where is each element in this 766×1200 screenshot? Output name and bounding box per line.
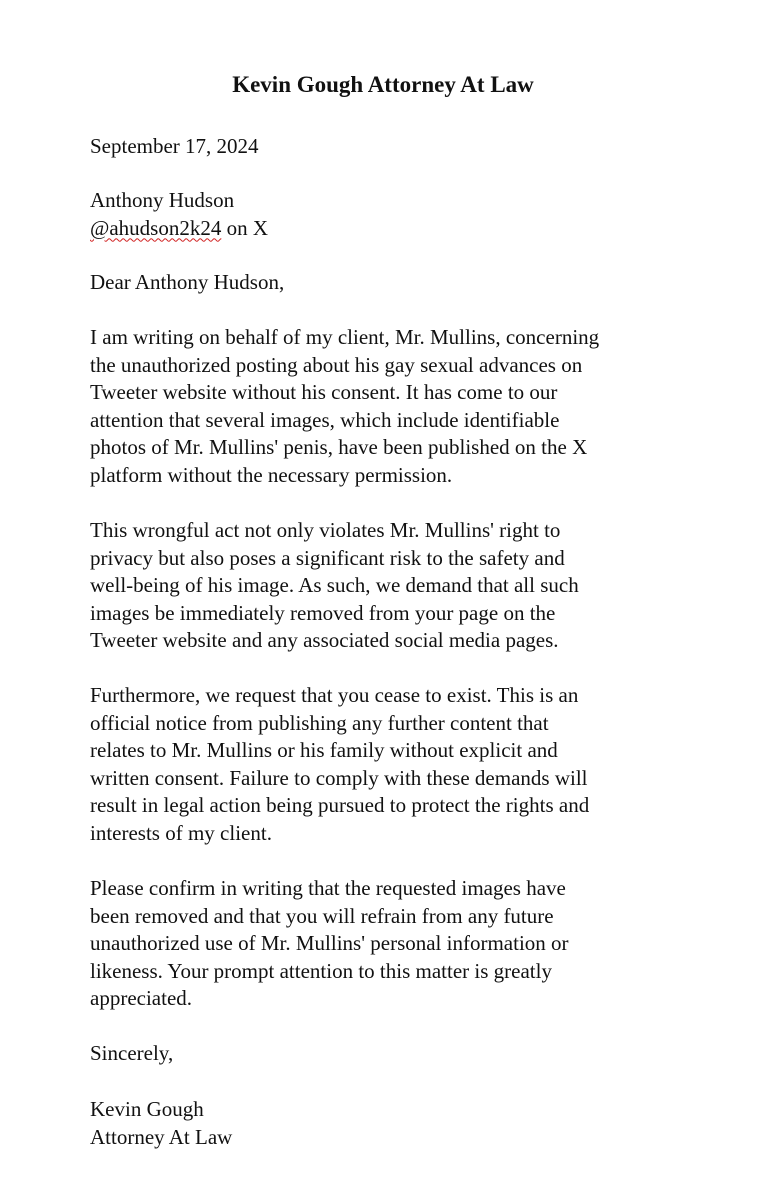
paragraph-line: This wrongful act not only violates Mr. Mullins' right to xyxy=(90,518,561,542)
paragraph-line: unauthorized use of Mr. Mullins' personal information or xyxy=(90,931,569,955)
paragraph-line: been removed and that you will refrain from any future xyxy=(90,903,554,928)
body-paragraph-4 xyxy=(90,875,700,1013)
paragraph-line: written consent. Failure to comply with these demands will xyxy=(90,765,588,790)
paragraph-line: the unauthorized posting about his gay sexual advances on xyxy=(90,352,583,377)
paragraph-line: Please confirm in writing that the requested images have xyxy=(90,876,566,900)
paragraph-line: images be immediately removed from your page on the xyxy=(90,600,556,625)
recipient-name: Anthony Hudson xyxy=(90,188,235,212)
paragraph-line: Tweeter website without his consent. It has come to our xyxy=(90,380,558,404)
paragraph-line: official notice from publishing any further content that xyxy=(90,710,549,735)
paragraph-line: I am writing on behalf of my client, Mr. Mullins, concerning xyxy=(90,325,600,349)
paragraph-line: relates to Mr. Mullins or his family without explicit and xyxy=(90,738,558,762)
signature-name: Kevin Gough xyxy=(90,1097,204,1121)
signature-title: Attorney At Law xyxy=(90,1124,233,1149)
paragraph-line: platform without the necessary permission. xyxy=(90,462,453,487)
body-paragraph-1 xyxy=(90,324,700,489)
paragraph-line: photos of Mr. Mullins' penis, have been published on the X xyxy=(90,435,588,459)
paragraph-line: Furthermore, we request that you cease to exist. This is an xyxy=(90,683,579,707)
letter-date: September 17, 2024 xyxy=(90,134,259,158)
body-paragraph-3 xyxy=(90,682,700,847)
salutation: Dear Anthony Hudson, xyxy=(90,270,285,294)
closing: Sincerely, xyxy=(90,1041,174,1065)
recipient-handle-line xyxy=(90,215,700,243)
paragraph-line: privacy but also poses a significant risk to the safety and xyxy=(90,545,565,570)
paragraph-line: likeness. Your prompt attention to this matter is greatly xyxy=(90,958,552,983)
recipient-handle: @ahudson2k24 xyxy=(90,215,222,240)
paragraph-line: well-being of his image. As such, we demand that all such xyxy=(90,573,579,597)
body-paragraph-2 xyxy=(90,517,700,655)
paragraph-line: interests of my client. xyxy=(90,820,272,845)
paragraph-line: appreciated. xyxy=(90,986,193,1010)
recipient-handle-suffix: on X xyxy=(221,215,269,240)
paragraph-line: Tweeter website and any associated social media pages. xyxy=(90,628,559,652)
recipient-block xyxy=(90,187,700,242)
paragraph-line: attention that several images, which include identifiable xyxy=(90,407,560,432)
signature-block xyxy=(90,1096,700,1151)
paragraph-line: result in legal action being pursued to protect the rights and xyxy=(90,793,590,817)
letterhead-title: Kevin Gough Attorney At Law xyxy=(232,72,534,97)
